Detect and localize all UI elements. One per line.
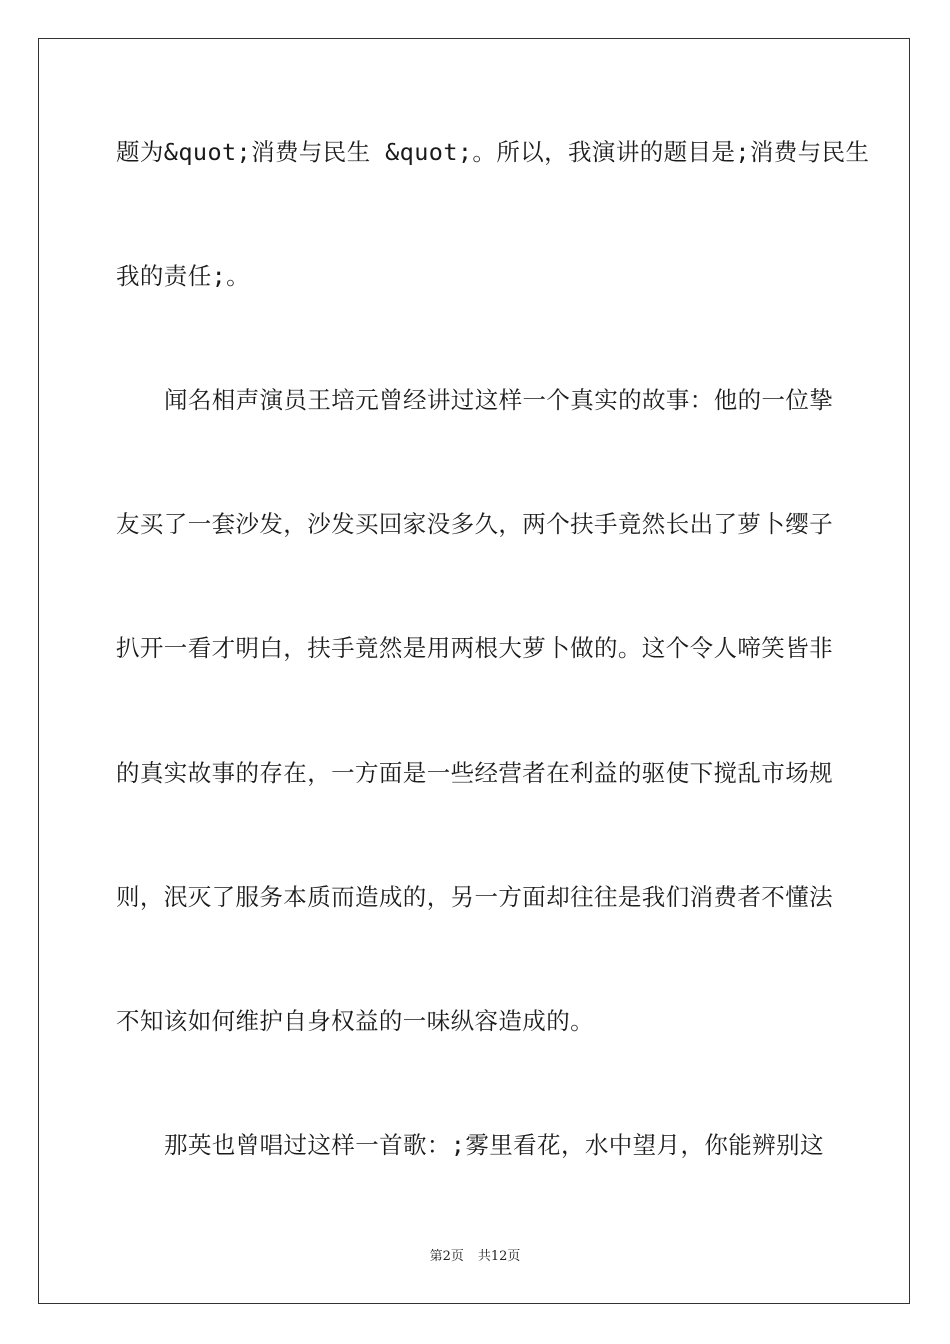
text-line: 我的责任;。 bbox=[116, 262, 251, 290]
paragraph-first-line: 那英也曾唱过这样一首歌：;雾里看花，水中望月，你能辨别这 bbox=[164, 1131, 824, 1159]
text-line: 友买了一套沙发，沙发买回家没多久，两个扶手竟然长出了萝卜缨子 bbox=[116, 510, 833, 538]
page-number: 第2页 bbox=[429, 1249, 464, 1264]
page-total: 共12页 bbox=[477, 1249, 521, 1264]
paragraph-first-line: 闻名相声演员王培元曾经讲过这样一个真实的故事：他的一位挚 bbox=[164, 386, 834, 414]
page-frame bbox=[38, 38, 910, 1304]
page-footer bbox=[0, 1248, 950, 1266]
text-line: 则，泯灭了服务本质而造成的，另一方面却往往是我们消费者不懂法 bbox=[116, 883, 833, 911]
text-line: 的真实故事的存在，一方面是一些经营者在利益的驱使下搅乱市场规 bbox=[116, 759, 833, 787]
text-line: 扒开一看才明白，扶手竟然是用两根大萝卜做的。这个令人啼笑皆非 bbox=[116, 634, 833, 662]
text-line: 不知该如何维护自身权益的一味纵容造成的。 bbox=[116, 1007, 594, 1035]
text-line: 题为&quot;消费与民生 &quot;。所以，我演讲的题目是;消费与民生 bbox=[116, 138, 870, 166]
